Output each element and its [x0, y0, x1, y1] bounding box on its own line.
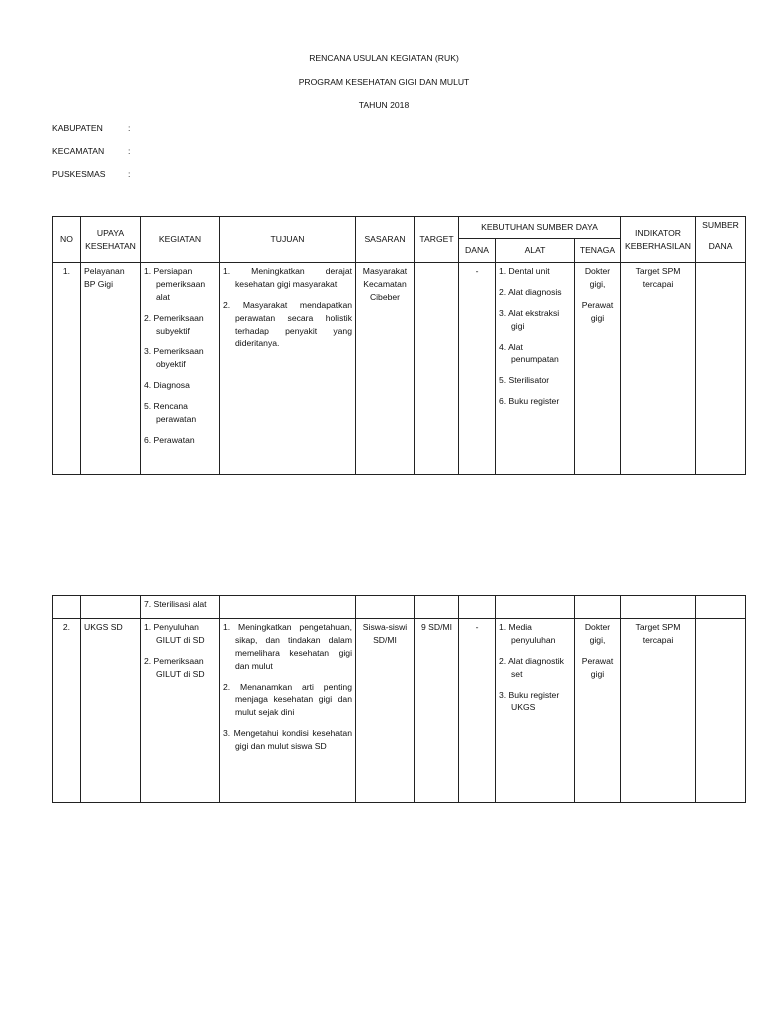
row2-target: 9 SD/MI — [415, 619, 459, 803]
header-no: NO — [53, 217, 81, 263]
table-row — [53, 263, 746, 475]
row2-dana: - — [459, 619, 496, 803]
row2-tenaga-dokter: Dokter gigi, — [584, 622, 611, 645]
list-item: 6. Perawatan — [144, 434, 195, 445]
row1-sumber — [696, 263, 746, 475]
header-kegiatan: KEGIATAN — [141, 217, 220, 263]
list-item: 2. Masyarakat mendapatkan perawatan secara holistik terhadap penyakit yang dideritanya. — [223, 299, 352, 349]
continued-kegiatan: 7. Sterilisasi alat — [141, 596, 220, 619]
header-tujuan: TUJUAN — [220, 217, 356, 263]
list-item: 5. Rencana perawatan — [144, 401, 197, 425]
row2-sasaran: Siswa-siswi SD/MI — [356, 619, 415, 803]
table-row — [53, 619, 746, 803]
ruk-table-page1 — [52, 216, 746, 475]
header-indikator: INDIKATOR KEBERHASILAN — [621, 217, 696, 263]
list-item: 1. Meningkatkan pengetahuan, sikap, dan tindakan dalam memelihara kesehatan gigi dan mulut — [223, 622, 352, 671]
kabupaten-colon: : — [128, 123, 131, 133]
row2-no: 2. — [53, 619, 81, 803]
row1-indikator: Target SPM tercapai — [621, 263, 696, 475]
program-title: PROGRAM KESEHATAN GIGI DAN MULUT — [298, 77, 470, 87]
row1-tenaga-cell — [575, 263, 621, 475]
list-item: 2. Pemeriksaan subyektif — [144, 312, 204, 336]
list-item: 1. Dental unit — [499, 266, 550, 276]
header-kebutuhan: KEBUTUHAN SUMBER DAYA — [459, 217, 621, 239]
row1-alat-cell — [496, 263, 575, 475]
header-alat: ALAT — [496, 239, 575, 263]
row1-tenaga-dokter: Dokter gigi, — [584, 266, 611, 289]
kecamatan-colon: : — [128, 146, 131, 156]
row1-dana: - — [459, 263, 496, 475]
row2-kegiatan-cell — [141, 619, 220, 803]
kabupaten-field — [52, 122, 131, 135]
list-item: 1. Meningkatkan derajat kesehatan gigi masyarakat — [223, 266, 352, 289]
row2-indikator: Target SPM tercapai — [621, 619, 696, 803]
puskesmas-colon: : — [128, 169, 131, 179]
header-sumber: SUMBER — [702, 220, 739, 230]
row1-tujuan-cell — [220, 263, 356, 475]
row1-sasaran: Masyarakat Kecamatan Cibeber — [356, 263, 415, 475]
list-item: 5. Sterilisator — [499, 375, 550, 386]
row1-kegiatan-cell — [141, 263, 220, 475]
header-dana: DANA — [459, 239, 496, 263]
table-row — [53, 596, 746, 619]
list-item: 2. Alat diagnosis — [499, 286, 562, 297]
header-target: TARGET — [415, 217, 459, 263]
puskesmas-field — [52, 168, 131, 181]
list-item: 1. Persiapan pemeriksaan alat — [144, 266, 206, 302]
row1-no: 1. — [53, 263, 81, 475]
row1-upaya: Pelayanan BP Gigi — [81, 263, 141, 475]
list-item: 6. Buku register — [499, 396, 560, 407]
row2-sumber — [696, 619, 746, 803]
header-sumber-dana-label: DANA — [708, 240, 733, 251]
row1-target — [415, 263, 459, 475]
row2-tujuan-cell — [220, 619, 356, 803]
row1-tenaga-perawat: Perawat gigi — [581, 299, 614, 323]
row2-upaya: UKGS SD — [81, 619, 141, 803]
header-sumber-dana — [696, 217, 746, 263]
header-tenaga: TENAGA — [575, 239, 621, 263]
list-item: 3. Buku register UKGS — [499, 689, 560, 713]
list-item: 2. Menanamkan arti penting menjaga kesehatan gigi dan mulut sejak dini — [223, 681, 352, 718]
kecamatan-label: KECAMATAN — [52, 146, 105, 156]
list-item: 1. Penyuluhan GILUT di SD — [144, 622, 205, 645]
list-item: 3. Pemeriksaan obyektif — [144, 346, 204, 370]
list-item: 1. Media penyuluhan — [499, 622, 556, 645]
list-item: 3. Mengetahui kondisi kesehatan gigi dan mulut siswa SD — [223, 728, 352, 752]
ruk-table-page2 — [52, 595, 746, 803]
list-item: 2. Alat diagnostik set — [499, 655, 564, 679]
list-item: 3. Alat ekstraksi gigi — [499, 307, 560, 331]
list-item: 2. Pemeriksaan GILUT di SD — [144, 655, 205, 679]
row2-tenaga-cell — [575, 619, 621, 803]
kabupaten-label: KABUPATEN — [52, 123, 103, 133]
list-item: 4. Alat penumpatan — [499, 341, 559, 365]
list-item: 4. Diagnosa — [144, 380, 190, 391]
document-title: RENCANA USULAN KEGIATAN (RUK) — [309, 53, 459, 63]
row2-alat-cell — [496, 619, 575, 803]
puskesmas-label: PUSKESMAS — [52, 169, 106, 179]
row2-tenaga-perawat: Perawat gigi — [581, 655, 614, 679]
kecamatan-field — [52, 145, 131, 158]
header-sasaran: SASARAN — [356, 217, 415, 263]
header-upaya: UPAYA KESEHATAN — [81, 217, 141, 263]
year-title: TAHUN 2018 — [358, 100, 410, 110]
